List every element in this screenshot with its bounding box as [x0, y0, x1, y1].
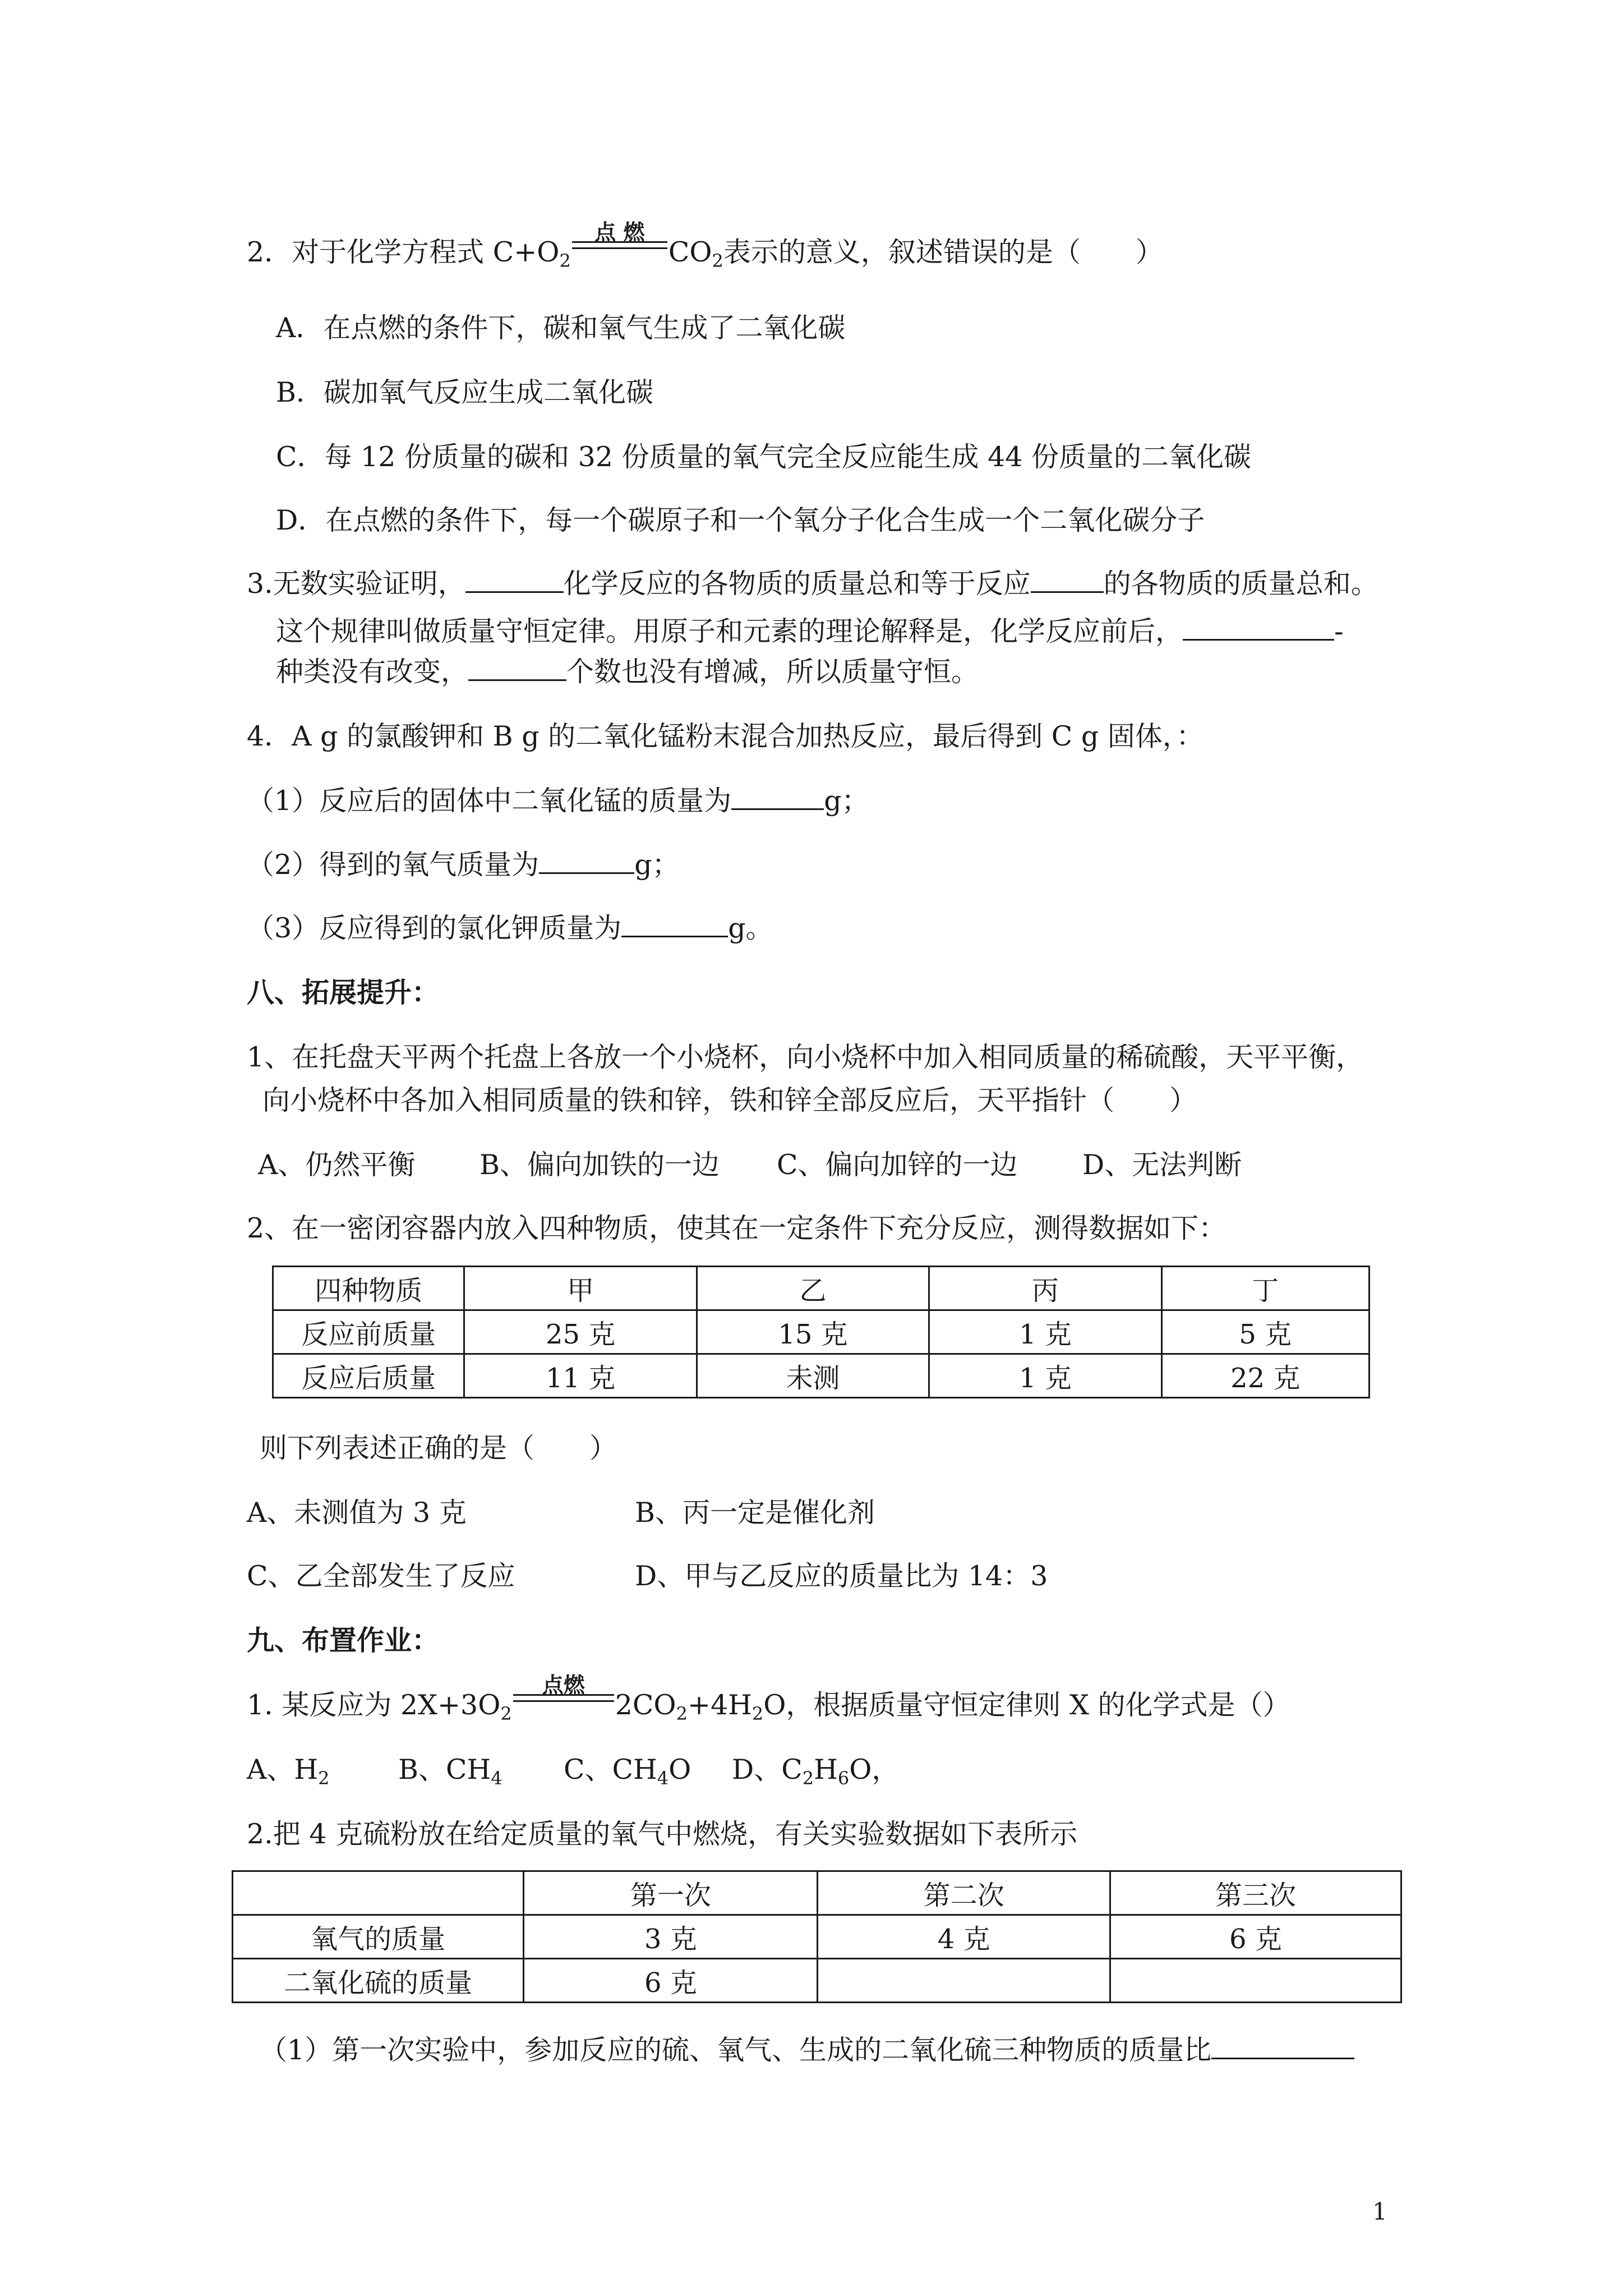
- blank: [1211, 2034, 1354, 2059]
- s8-q1-option-a: A、仍然平衡: [258, 1149, 416, 1181]
- table-cell: 四种物质: [273, 1267, 464, 1310]
- table-cell: 15 克: [697, 1310, 929, 1354]
- table-cell: 6 克: [1110, 1915, 1401, 1959]
- section-9-title: 九、布置作业：: [247, 1625, 440, 1657]
- table-cell: 11 克: [464, 1354, 697, 1398]
- s9-q1-option-d: D、$C_2H_6O$，: [732, 1754, 900, 1789]
- blank: [731, 785, 824, 810]
- s9-q1-option-b: B、$CH_4$: [398, 1754, 502, 1789]
- table-row: [273, 1354, 1370, 1398]
- table-cell: 第二次: [818, 1871, 1110, 1915]
- s9-q2-stem: 2.把 4 克硫粉放在给定质量的氧气中燃烧，有关实验数据如下表所示: [247, 1818, 1078, 1850]
- q2-option-c: C．每 12 份质量的碳和 32 份质量的氧气完全反应能生成 44 份质量的二氧化碳: [276, 441, 1251, 473]
- table-row: [233, 1915, 1401, 1959]
- table-cell: 25 克: [464, 1310, 697, 1354]
- table-cell: [818, 1959, 1110, 2003]
- table-cell: [1110, 1959, 1401, 2003]
- table-cell: [233, 1871, 524, 1915]
- table-cell: 4 克: [818, 1915, 1110, 1959]
- q2-option-a: A．在点燃的条件下，碳和氧气生成了二氧化碳: [276, 312, 846, 344]
- s8-q1-line-2: 向小烧杯中各加入相同质量的铁和锌，铁和锌全部反应后，天平指针（ ）: [262, 1084, 1197, 1116]
- q3-line-2: 这个规律叫做质量守恒定律。用原子和元素的理论解释是，化学反应前后， -: [276, 615, 1344, 647]
- page-number: 1: [1372, 2198, 1387, 2225]
- table-cell: 1 克: [929, 1354, 1161, 1398]
- blank: [465, 568, 564, 593]
- blank: [468, 656, 566, 681]
- s8-q2-option-a: A、未测值为 3 克: [247, 1497, 467, 1529]
- q4-part-2: （2）得到的氧气质量为 g；: [247, 849, 680, 881]
- table-cell: 氧气的质量: [233, 1915, 524, 1959]
- s9-q1-option-c: C、$CH_4O$: [564, 1754, 691, 1789]
- q4-stem: 4．A g 的氯酸钾和 B g 的二氧化锰粉末混合加热反应，最后得到 C g 固体，：: [247, 720, 1204, 752]
- table-cell: 丁: [1161, 1267, 1369, 1310]
- q2-option-b: B．碳加氧气反应生成二氧化碳: [276, 376, 654, 408]
- s8-q2-option-c: C、乙全部发生了反应: [247, 1560, 515, 1592]
- reaction-arrow: 点燃: [513, 1688, 614, 1722]
- s8-q1-option-c: C、偏向加锌的一边: [777, 1149, 1018, 1181]
- s9-q1-stem: 1. 某反应为 $2X+3O_2$ 点燃 $2CO_2+4H_2O$，根据质量守恒定律则 X 的化学式是（）: [247, 1673, 1290, 1724]
- table-row: [273, 1267, 1370, 1310]
- s8-q1-option-d: D、无法判断: [1082, 1149, 1242, 1181]
- table-cell: 反应前质量: [273, 1310, 464, 1354]
- blank: [1031, 568, 1104, 593]
- s9-q2-part-1: （1）第一次实验中，参加反应的硫、氧气、生成的二氧化硫三种物质的质量比: [260, 2033, 1354, 2067]
- q2-option-d: D．在点燃的条件下，每一个碳原子和一个氧分子化合生成一个二氧化碳分子: [276, 504, 1205, 536]
- s8-q2-stem: 2、在一密闭容器内放入四种物质，使其在一定条件下充分反应，测得数据如下：: [247, 1212, 1227, 1244]
- q2-stem: 2．对于化学方程式 $C+O_2$ 点 燃 $CO_2$表示的意义，叙述错误的是（ ）: [247, 220, 1163, 272]
- table-cell: 5 克: [1161, 1310, 1369, 1354]
- q4-part-1: （1）反应后的固体中二氧化锰的质量为 g；: [247, 785, 869, 817]
- table-cell: 1 克: [929, 1310, 1161, 1354]
- table-cell: 二氧化硫的质量: [233, 1959, 524, 2003]
- blank: [621, 912, 728, 937]
- table-cell: 第三次: [1110, 1871, 1401, 1915]
- section-8-title: 八、拓展提升：: [247, 977, 440, 1009]
- table-cell: 丙: [929, 1267, 1161, 1310]
- table-cell: 6 克: [524, 1959, 818, 2003]
- s8-q2-ask: 则下列表述正确的是（ ）: [260, 1432, 617, 1464]
- table-cell: 3 克: [524, 1915, 818, 1959]
- table-row: [273, 1310, 1370, 1354]
- table-row: [233, 1959, 1401, 2003]
- s9-data-table: [232, 1870, 1402, 2003]
- s8-q2-option-b: B、丙一定是催化剂: [635, 1497, 875, 1529]
- s8-q1-option-b: B、偏向加铁的一边: [479, 1149, 720, 1181]
- q3-line-3: 种类没有改变， 个数也没有增减，所以质量守恒。: [276, 656, 979, 688]
- table-cell: 甲: [464, 1267, 697, 1310]
- s8-data-table: [272, 1266, 1370, 1398]
- table-cell: 未测: [697, 1354, 929, 1398]
- s8-q1-line-1: 1、在托盘天平两个托盘上各放一个小烧杯，向小烧杯中加入相同质量的稀硫酸，天平平衡，: [247, 1041, 1364, 1073]
- s8-q2-option-d: D、甲与乙反应的质量比为 14：3: [635, 1560, 1048, 1592]
- table-cell: 22 克: [1161, 1354, 1369, 1398]
- table-row: [233, 1871, 1401, 1915]
- table-cell: 第一次: [524, 1871, 818, 1915]
- reaction-arrow: 点 燃: [572, 236, 667, 269]
- table-cell: 反应后质量: [273, 1354, 464, 1398]
- s9-q1-option-a: A、$H_2$: [247, 1754, 330, 1789]
- q3-line-1: 3.无数实验证明， 化学反应的各物质的质量总和等于反应 的各物质的质量总和。: [247, 568, 1378, 600]
- q4-part-3: （3）反应得到的氯化钾质量为 g。: [247, 912, 773, 944]
- blank: [539, 849, 634, 874]
- table-cell: 乙: [697, 1267, 929, 1310]
- blank: [1183, 615, 1334, 641]
